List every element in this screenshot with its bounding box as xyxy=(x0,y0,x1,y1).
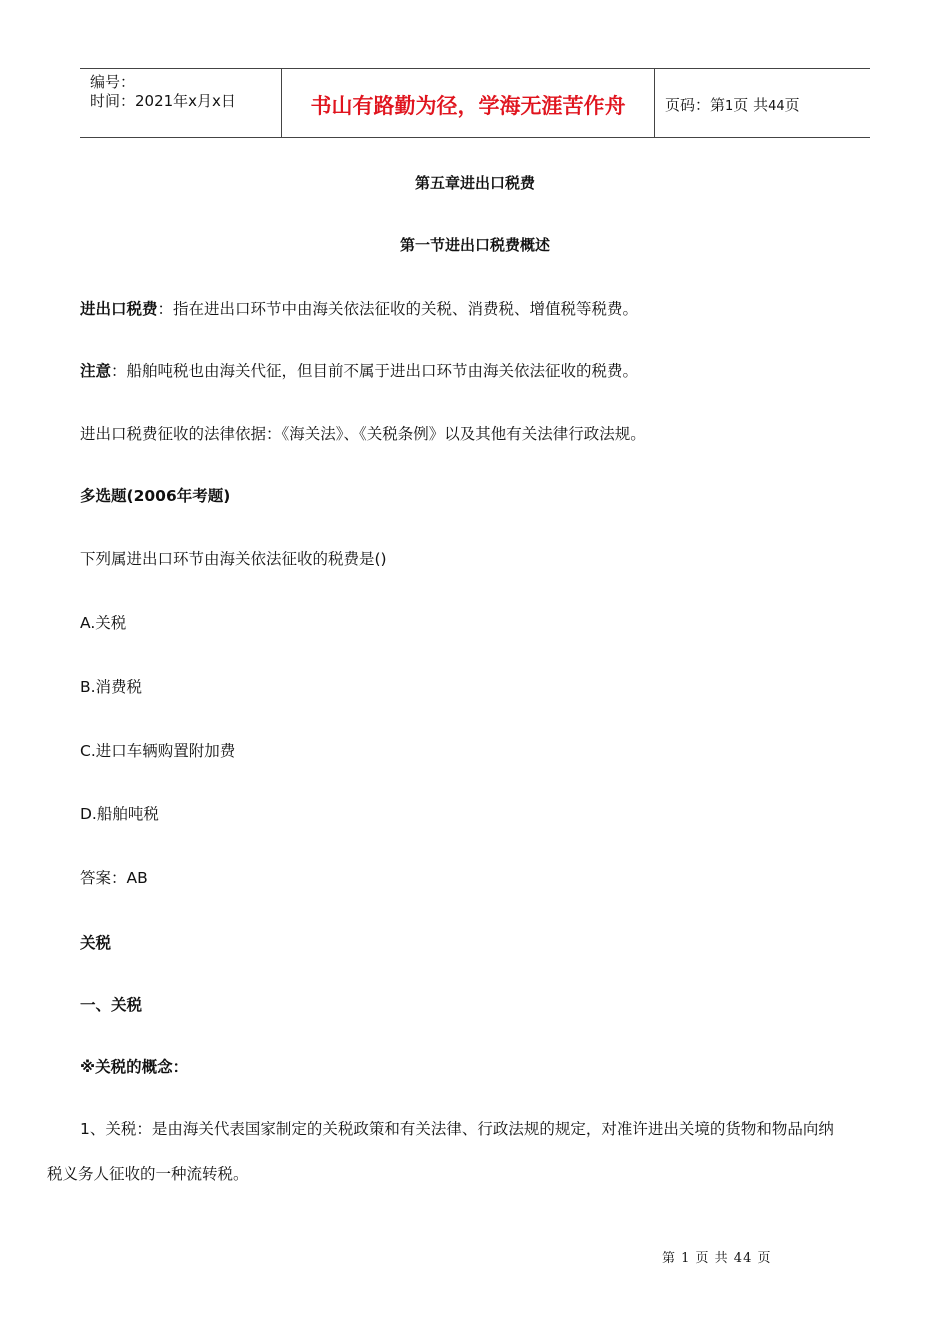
document-time-label: 时间：2021年x月x日 xyxy=(90,92,236,110)
definition-line xyxy=(80,297,638,319)
note-text: ：船舶吨税也由海关代征，但目前不属于进出口环节由海关依法征收的税费。 xyxy=(111,362,639,380)
paragraph-line-1: 1、关税：是由海关代表国家制定的关税政策和有关法律、行政法规的规定，对准许进出关境的货物和物品向纳 xyxy=(80,1120,834,1138)
answer-line: 答案：AB xyxy=(80,869,148,887)
header-page-info xyxy=(665,94,800,115)
paragraph-line-2: 税义务人征收的一种流转税。 xyxy=(47,1165,249,1183)
option-a: A.关税 xyxy=(80,614,127,632)
document-number-label: 编号： xyxy=(90,73,136,91)
option-d: D.船舶吨税 xyxy=(80,805,159,823)
page-total: 44 xyxy=(768,99,785,114)
page-footer: 第 1 页 共 44 页 xyxy=(662,1251,772,1266)
header-table xyxy=(80,68,870,138)
option-c: C.进口车辆购置附加费 xyxy=(80,742,236,760)
page-prefix: 页码：第 xyxy=(665,96,726,114)
definition-term: 进出口税费 xyxy=(80,300,158,318)
topic-heading: 关税 xyxy=(80,934,112,952)
chapter-title: 第五章进出口税费 xyxy=(414,174,535,192)
concept-heading: ※关税的概念： xyxy=(80,1058,189,1076)
note-line xyxy=(80,359,638,381)
page-current: 1 xyxy=(725,99,734,114)
header-left-cell xyxy=(80,69,280,137)
page-mid: 页 共 xyxy=(733,96,769,114)
question-type: 多选题(2006年考题) xyxy=(80,487,231,505)
definition-text: ：指在进出口环节中由海关依法征收的关税、消费税、增值税等税费。 xyxy=(157,300,639,318)
header-motto: 书山有路勤为径，学海无涯苦作舟 xyxy=(310,93,626,118)
subheading-tariff: 一、关税 xyxy=(80,996,143,1014)
section-title: 第一节进出口税费概述 xyxy=(399,236,550,254)
legal-basis-line: 进出口税费征收的法律依据：《海关法》、《关税条例》以及其他有关法律行政法规。 xyxy=(80,425,646,443)
page-suffix: 页 xyxy=(784,96,800,114)
note-term: 注意 xyxy=(80,362,112,380)
question-text: 下列属进出口环节由海关依法征收的税费是() xyxy=(80,550,387,568)
option-b: B.消费税 xyxy=(80,678,143,696)
header-motto-cell xyxy=(281,69,655,137)
header-page-cell xyxy=(655,69,870,137)
